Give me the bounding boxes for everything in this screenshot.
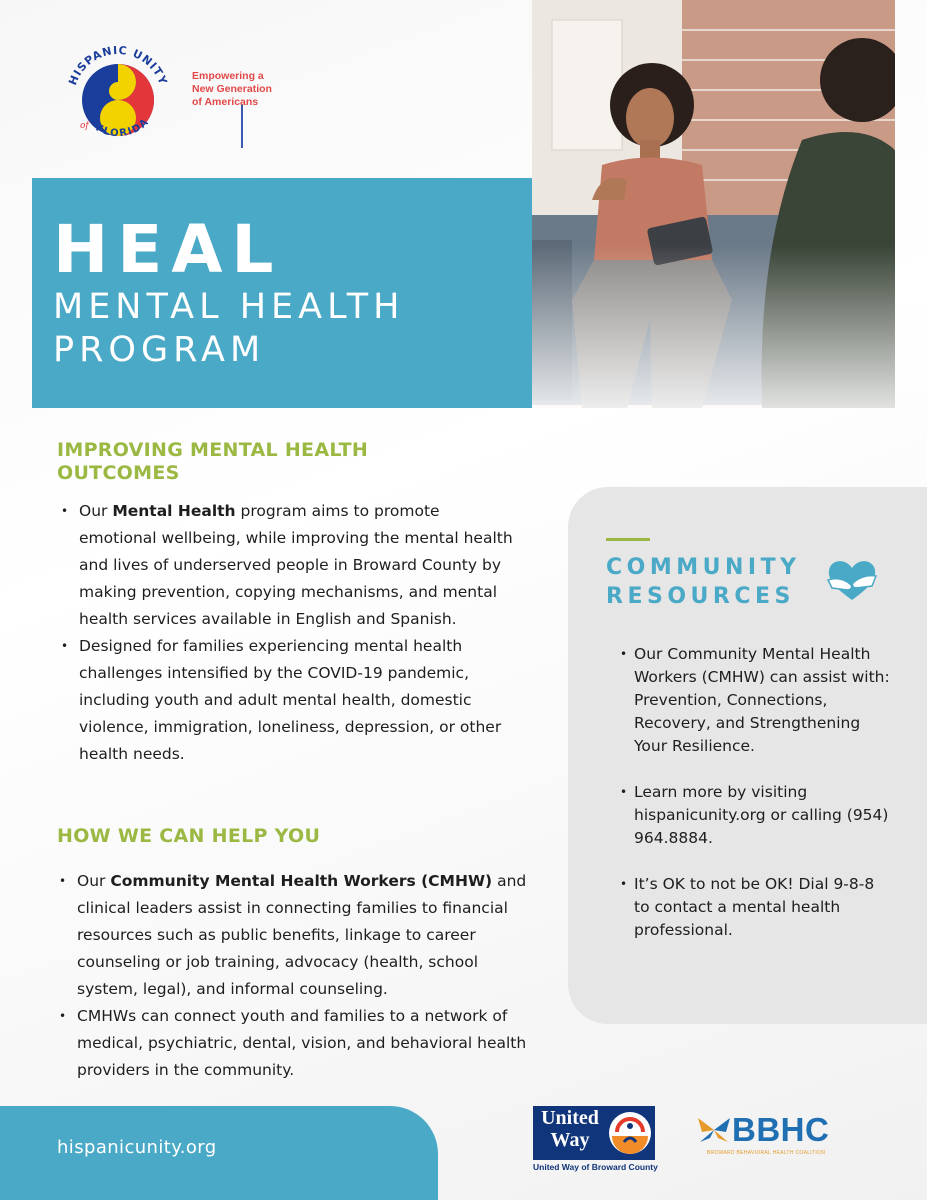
tagline-line: New Generation [192,83,272,95]
heading-line: COMMUNITY [606,555,801,580]
united-way-name-line: Way [550,1129,590,1151]
subtitle-line: MENTAL HEALTH [53,287,405,327]
list-item [59,633,519,768]
card-accent-rule [606,538,650,541]
list-item: • Learn more by visiting hispanicunity.org or calling (954) 964.8884. [620,781,890,850]
page-subtitle [53,286,513,372]
subtitle-line: PROGRAM [53,330,266,370]
tagline [192,70,302,109]
logo-divider [241,104,243,148]
help-heading: HOW WE CAN HELP YOU [57,825,321,847]
bullet-bold: Community Mental Health Workers (CMHW) [110,872,493,890]
bbhc-caption: BROWARD BEHAVIORAL HEALTH COALITION [706,1150,826,1156]
heart-hands-icon [824,556,880,604]
bullet-bold: Mental Health [112,502,236,520]
bullet-text: Designed for families experiencing mental health challenges intensified by the COVID-19 pandemic, including youth and adult mental health, domestic violence, immigration, loneliness, depression, or other health needs. [79,637,502,763]
united-way-name [537,1107,603,1151]
bullet-text: Our [79,502,113,520]
united-way-name-line: United [541,1107,599,1129]
bullet-text: Our [77,872,111,890]
improving-list [59,498,519,768]
bullet-text: CMHWs can connect youth and families to a network of medical, psychiatric, dental, vision, and behavioral health providers in the community. [77,1007,527,1079]
united-way-caption: United Way of Broward County [533,1162,658,1172]
page-title: HEAL [53,211,283,288]
hispanic-unity-logo-mark [58,36,178,156]
logo-arc-bottom-text: FLORIDA [93,116,152,140]
butterfly-icon [696,1112,732,1148]
bbhc-logo [696,1112,836,1160]
hispanic-unity-logo [58,36,298,156]
improving-heading [57,439,368,485]
help-list [57,868,527,1084]
tagline-line: Empowering a [192,70,264,82]
bullet-text: and clinical leaders assist in connecting families to financial resources such as public benefits, linkage to career counseling or job training, advocacy (health, school system, legal), and informal counseling. [77,872,527,998]
list-item [59,498,519,633]
bullet-text: program aims to promote emotional wellbeing, while improving the mental health and lives of underserved people in Broward County by making prevention, copying mechanisms, and mental health services available in English and Spanish. [79,502,513,628]
tagline-line: of Americans [192,96,259,108]
hero-photo-illustration [532,0,895,408]
footer-website-link[interactable]: hispanicunity.org [57,1137,217,1158]
heading-line: OUTCOMES [57,462,180,484]
bbhc-name: BBHC [732,1111,830,1148]
heading-line: RESOURCES [606,584,795,609]
list-item: • Our Community Mental Health Workers (CMHW) can assist with: Prevention, Connections, Recovery, and Strengthening Your Resilience. [620,643,890,758]
logo-script-text: of [80,121,89,131]
community-resources-list [620,643,890,965]
united-way-hand-icon [607,1110,653,1156]
logo-arc-top-text: HISPANIC UNITY [66,43,170,88]
heading-line: IMPROVING MENTAL HEALTH [57,439,369,461]
united-way-logo [533,1106,658,1174]
hero-photo [532,0,895,408]
community-resources-heading [606,553,801,611]
list-item [57,868,527,1003]
list-item [57,1003,527,1084]
list-item: • It’s OK to not be OK! Dial 9-8-8 to contact a mental health professional. [620,873,890,942]
